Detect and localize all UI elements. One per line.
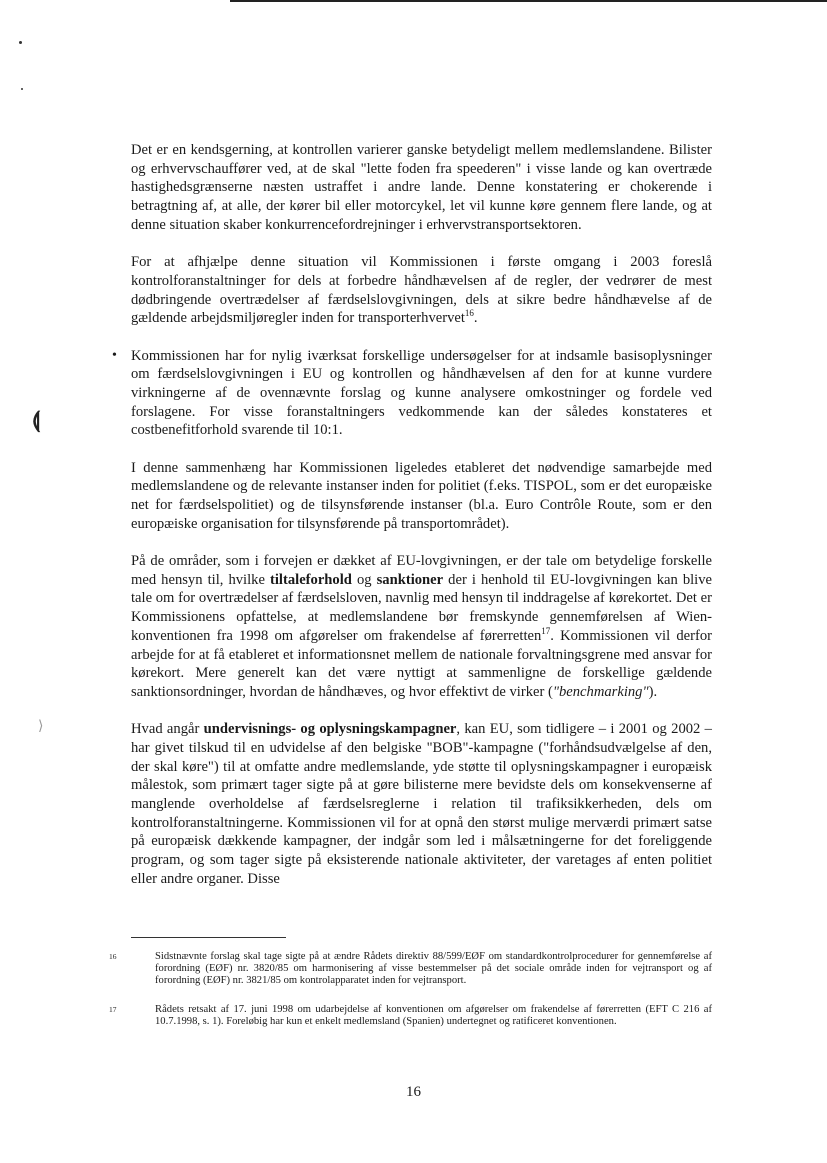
bold-term: undervisnings- og oplysningskampagner <box>203 721 457 738</box>
paragraph-commission-proposal <box>131 253 712 328</box>
scan-margin-mark: ⟬ <box>32 407 41 432</box>
italic-term: "benchmarking" <box>552 683 649 700</box>
paragraph-text: Kommissionen har for nylig iværksat forskellige undersøgelser for at indsamle basisoplysninger om færdselslovgivningen i EU og kontrollen og håndhævelsen af den for at kunne vurdere virkningerne af de ovennævnte forslag og kunne analysere omkostninger og fordele ved forslagene. For visse foranstaltningers vedkommende kan der således konstateres et costbenefitforhold svarende til 10:1. <box>131 347 712 439</box>
paragraph-text: På de områder, som i forvejen er dækket af EU-lovgivningen, er der tale om betydelige forskelle med hensyn til, hvilke <box>131 553 712 588</box>
paragraph-text: og <box>351 571 377 588</box>
footnote-separator <box>131 937 286 938</box>
paragraph-campaigns <box>131 720 712 888</box>
footnote-text: Rådets retsakt af 17. juni 1998 om udarbejdelse af konventionen om afgørelser om frakendelse af førerretten (EFT C 216 af 10.7.1998, s. 1). Foreløbig har kun et enkelt medlemsland (Spanien) undertegnet og ratificeret konventionen. <box>155 1004 712 1028</box>
paragraph-cooperation: I denne sammenhæng har Kommissionen ligeledes etableret det nødvendige samarbejde med medlemslandene og de relevante instanser inden for politiet (f.eks. TISPOL, som er det europæiske net for færdselspolitiet) og de tilsynsførende instanser (bl.a. Euro Contrôle Route, som er den europæiske organisation for tilsynsførende på transportområdet). <box>131 459 712 532</box>
footnote-17 <box>109 1004 712 1028</box>
scan-speck <box>21 88 23 90</box>
footnote-16 <box>109 951 712 987</box>
paragraph-text: , kan EU, som tidligere – i 2001 og 2002 – har givet tilskud til en udvidelse af den belgiske "BOB"-kampagne ("forhåndsudvælgelse af den, der skal køre") til at omfatte andre medlemslande, yde støtte til oplysningskampagner i europæisk målestok, som primært tager sigte på at gøre bilisterne mere bevidste dels om konsekvenserne af manglende overholdelse af færdselsreglerne i relation til trafiksikkerheden, dels om kontrolforanstaltningerne. Kommissionen vil for at opnå den størst mulige merværdi primært satse på europæisk dækkende kampagner, der indgår som led i målsætningerne for det foreliggende program, og som tager sigte på eksisterende nationale aktiviteter, der varetages af enten politiet eller andre organer. Disse <box>131 721 712 887</box>
paragraph-enforcement-variation: Det er en kendsgerning, at kontrollen varierer ganske betydeligt mellem medlemslandene. Bilister og erhvervschauffører ved, at de skal "lette foden fra speederen" i visse lande og kan overtræde hastighedsgrænserne næsten ustraffet i andre lande. Denne konstatering er chokerende i betragtning af, at alle, der kører bil eller motorcykel, let vil kunne køre gennem flere lande, og at denne situation skaber konkurrencefordrejninger i erhvervstransportsektoren. <box>131 142 712 233</box>
scan-margin-bracket: ⟩ <box>38 719 44 734</box>
paragraph-text: . Kommissionen vil derfor arbejde for at få etableret et informationsnet mellem de nationale forvaltningsgrene med ansvar for kørekort. Mere generelt kan det være nyttigt at sammenligne de forskellige gældende sanktionsordninger, hvordan de håndhæves, og hvor effektivt de virker ( <box>131 627 712 700</box>
paragraph-text: Hvad angår <box>131 721 204 738</box>
footnote-ref-16[interactable]: 16 <box>464 308 474 319</box>
paragraph-text: der i henhold til EU-lovgivningen kan blive tale om for overtrædelser af færdselsloven, navnlig med hensyn til inddragelse af kørekortet. Det er Kommissionens opfattelse, at medlemslandene bør fremskynde gennemførelsen af Wien-konventionen fra 1998 om afgørelser om frakendelse af førerretten <box>131 571 713 644</box>
paragraph-sanctions <box>131 552 712 702</box>
paragraph-text: For at afhjælpe denne situation vil Kommissionen i første omgang i 2003 foreslå kontrolforanstaltninger for dels at forbedre håndhævelsen af de regler, der vedrører de mest dødbringende overtrædelser af færdselslovgivningen, dels at sikre bedre håndhævelse af de gældende arbejdsmiljøregler inden for transporterhvervet <box>131 254 712 327</box>
paragraph-text: ). <box>648 683 658 700</box>
bold-term: sanktioner <box>376 571 444 588</box>
scan-top-edge <box>230 0 827 2</box>
bold-term: tiltaleforhold <box>270 571 352 588</box>
footnote-number: 17 <box>109 1005 117 1014</box>
scan-speck <box>19 41 22 44</box>
footnote-number: 16 <box>109 952 117 961</box>
footnote-text: Sidstnævnte forslag skal tage sigte på at ændre Rådets direktiv 88/599/EØF om standardkontrolprocedurer for gennemførelse af forordning (EØF) nr. 3820/85 om harmonisering af visse bestemmelser på det sociale område inden for vejtransport og af forordning (EØF) nr. 3821/85 om kontrolapparatet inden for vejtransport. <box>155 951 712 987</box>
footnote-ref-17[interactable]: 17 <box>541 625 551 636</box>
bullet-icon: • <box>112 347 117 363</box>
document-body <box>112 141 713 889</box>
page-number: 16 <box>406 1084 421 1100</box>
paragraph-text: . <box>473 310 478 327</box>
bullet-paragraph-studies <box>112 347 712 441</box>
